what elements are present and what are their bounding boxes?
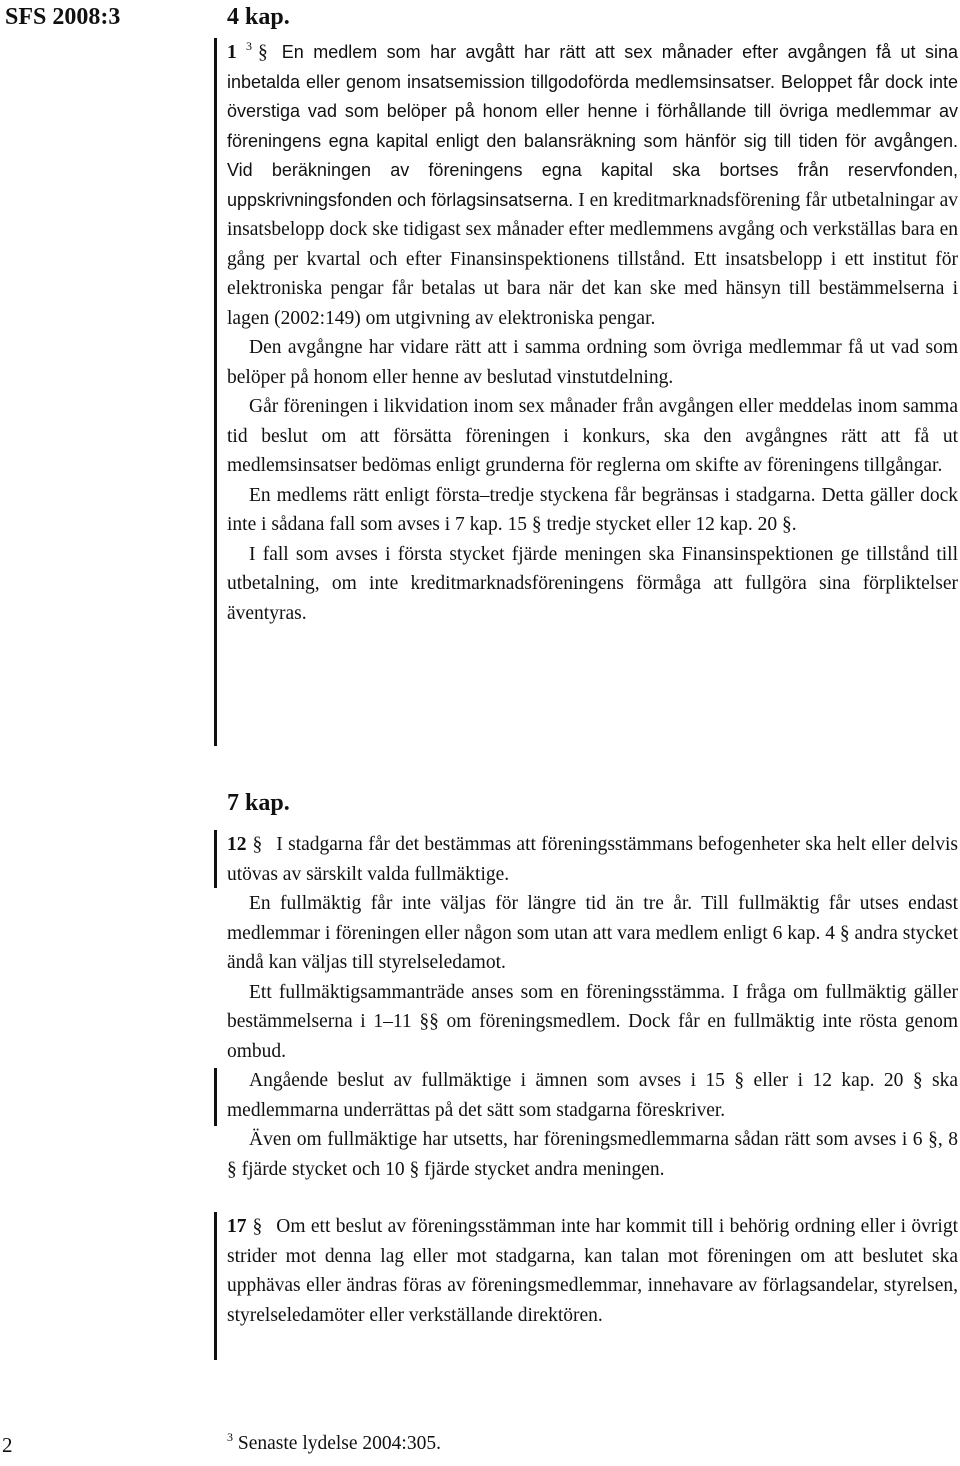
paragraph: Den avgångne har vidare rätt att i samma ordning som övriga medlemmar få ut vad som belöper på honom eller henne av beslutad vinstutdelning. bbox=[227, 337, 958, 388]
section-sign: § bbox=[252, 1216, 263, 1237]
page-number: 2 bbox=[2, 1433, 13, 1457]
change-bar bbox=[214, 830, 217, 888]
change-bar bbox=[214, 1068, 217, 1126]
section-number: 12 bbox=[227, 834, 247, 855]
paragraph bbox=[227, 38, 958, 333]
chapter-4-title: 4 kap. bbox=[227, 4, 290, 30]
paragraph: En fullmäktig får inte väljas för längre tid än tre år. Till fullmäktig får utses endast medlemmar i föreningen eller någon som utan att vara medlem enligt 6 kap. 4 § andra stycket ändå kan väljas till styrelseledamot. bbox=[227, 893, 958, 973]
footnote-ref: 3 bbox=[246, 39, 253, 53]
footnote-text: Senaste lydelse 2004:305. bbox=[237, 1433, 441, 1454]
section-number: 17 bbox=[227, 1216, 247, 1237]
paragraph: Går föreningen i likvidation inom sex månader från avgången eller meddelas inom samma tid beslut om att försätta föreningen i konkurs, ska den avgångnes rätt att få ut medlemsinsatser bedömas enligt grunderna för reglerna om skifte av föreningens tillgångar. bbox=[227, 396, 958, 476]
section-number: 1 bbox=[227, 42, 237, 63]
chapter-7-title: 7 kap. bbox=[227, 790, 290, 816]
footnote bbox=[227, 1430, 441, 1455]
sfs-number: SFS 2008:3 bbox=[5, 4, 121, 30]
paragraph: I fall som avses i första stycket fjärde meningen ska Finansinspektionen ge tillstånd till utbetalning, om inte kreditmarknadsföreningens förmåga att fullgöra sina förpliktelser äventyras. bbox=[227, 543, 958, 624]
footnote-number: 3 bbox=[227, 1430, 233, 1444]
paragraph-text: I stadgarna får det bestämmas att föreningsstämmans befogenheter ska helt eller delvis utövas av särskilt valda fullmäktige. bbox=[227, 834, 958, 885]
section-4-1 bbox=[227, 38, 958, 628]
section-7-17 bbox=[227, 1212, 958, 1330]
paragraph-text: Om ett beslut av föreningsstämman inte har kommit till i behörig ordning eller i övrigt strider mot denna lag eller mot stadgarna, kan talan mot föreningen om att beslutet ska upphävas eller ändras föras av föreningsmedlemmar, innehavare av förlagsandelar, styrelsen, styrelseledamöter eller verkställande direktören. bbox=[227, 1216, 958, 1326]
paragraph: En medlems rätt enligt första–tredje styckena får begränsas i stadgarna. Detta gäller dock inte i sådana fall som avses i 7 kap. 15 § tredje stycket eller 12 kap. 20 §. bbox=[227, 484, 958, 535]
paragraph: Angående beslut av fullmäktige i ämnen som avses i 15 § eller i 12 kap. 20 § ska medlemmarna underrättas på det sätt som stadgarna föreskriver. bbox=[227, 1070, 958, 1121]
paragraph-text: I en kreditmarknadsförening får utbetalningar av insatsbelopp dock ske tidigast sex månader efter medlemmens avgång och verkställas bara en gång per kvartal och efter Finansinspektionens tillstånd. Ett insatsbelopp i ett institut för elektroniska pengar får betalas ut bara när det kan ske med hänsyn till bestämmelserna i lagen (2002:149) om utgivning av elektroniska pengar. bbox=[227, 189, 958, 329]
paragraph bbox=[227, 1212, 958, 1330]
section-sign: § bbox=[252, 834, 263, 855]
paragraph: Även om fullmäktige har utsetts, har föreningsmedlemmarna sådan rätt som avses i 6 §, 8 § fjärde stycket och 10 § fjärde stycket andra meningen. bbox=[227, 1129, 958, 1180]
section-sign: § bbox=[258, 42, 268, 63]
paragraph bbox=[227, 830, 958, 889]
change-bar bbox=[214, 1212, 217, 1360]
paragraph: Ett fullmäktigsammanträde anses som en föreningsstämma. I fråga om fullmäktig gäller bestämmelserna i 1–11 §§ om föreningsmedlem. Dock får en fullmäktig inte rösta genom ombud. bbox=[227, 981, 958, 1062]
change-bar bbox=[214, 38, 217, 746]
paragraph-text-sans: En medlem som har avgått har rätt att sex månader efter avgången få ut sina inbetalda eller genom insatsemission tillgodoförda medlemsinsatser. Beloppet får dock inte överstiga vad som belöper på honom eller henne i förhållande till övriga medlemmar av föreningens egna kapital enligt den balansräkning som hänför sig till tiden för avgången. Vid beräkningen av föreningens egna kapital ska bortses från reservfonden, uppskrivningsfonden och förlagsinsatserna. bbox=[227, 42, 958, 210]
section-7-12 bbox=[227, 830, 958, 1184]
